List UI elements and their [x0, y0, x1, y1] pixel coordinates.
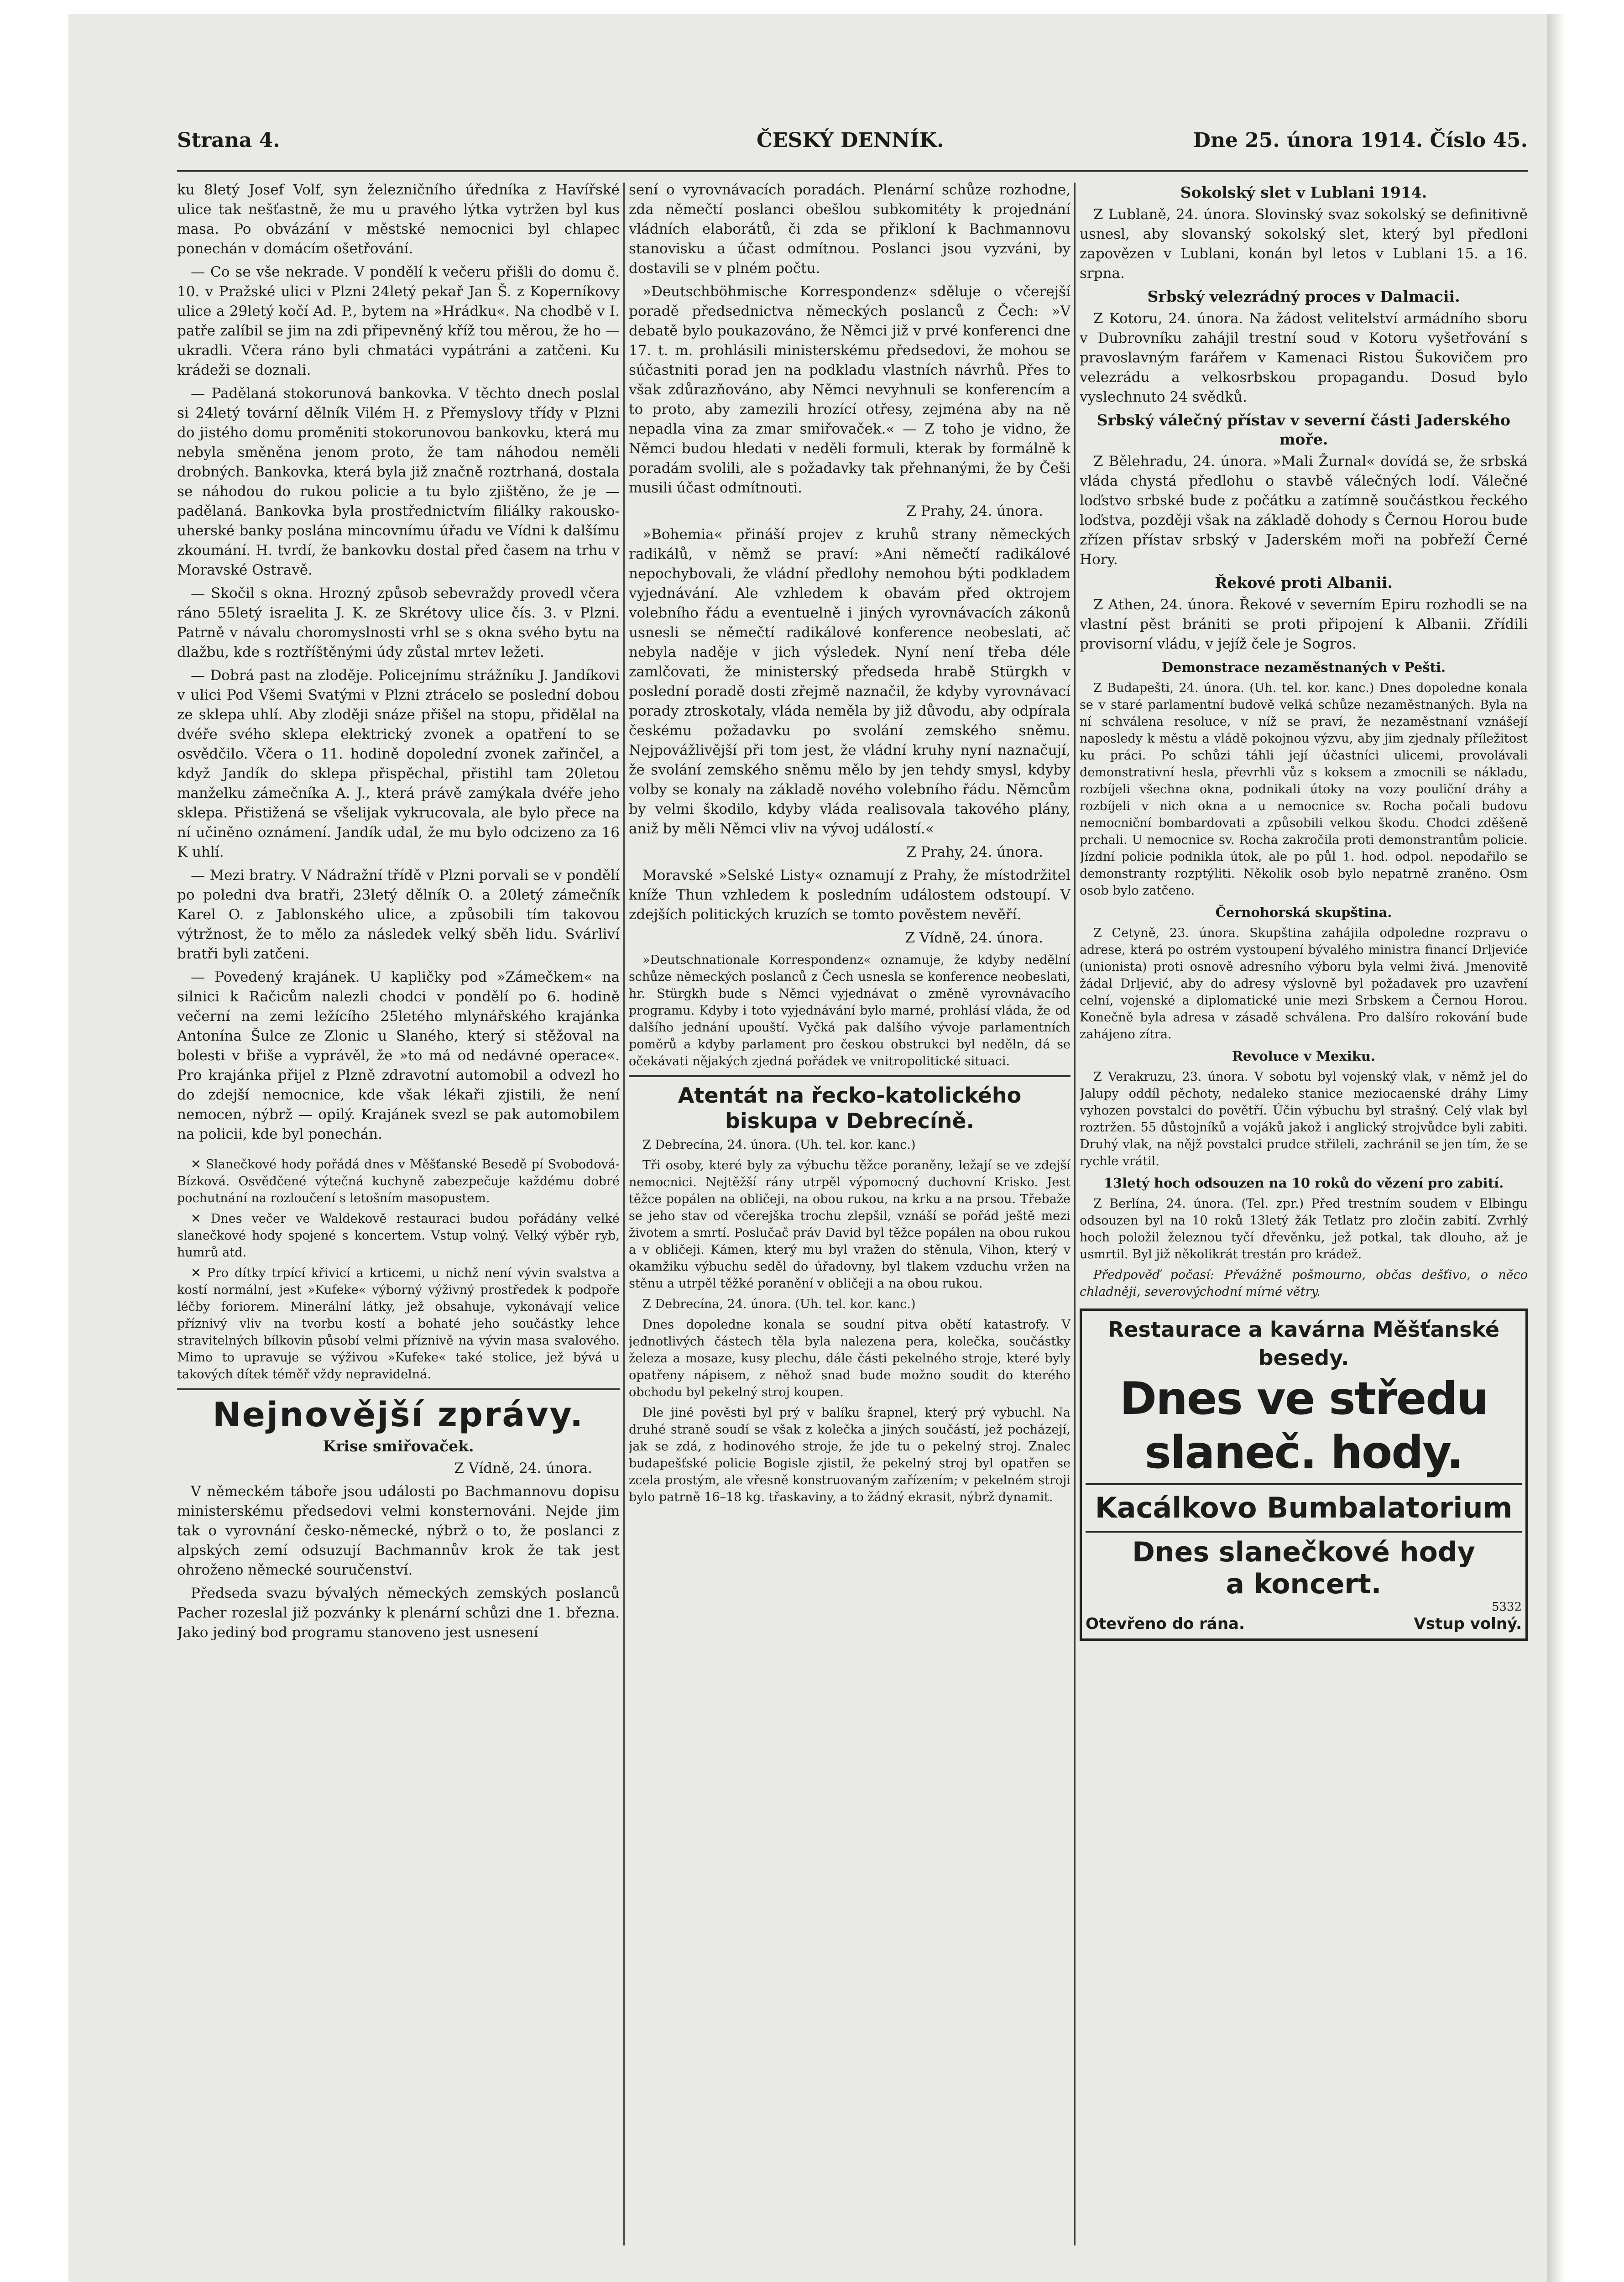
issue-date: Dne 25. února 1914. Číslo 45.: [1193, 129, 1528, 152]
headline: Revoluce v Mexiku.: [1232, 1048, 1376, 1064]
notice-paragraph: ✕ Pro dítky trpící křivicí a krticemi, u nichž není vývin svalstva a kostí normální, jest »Kufeke« výborný výživný prostředek k podpoře léčby foriorem. Minerální látky, jež obsahuje, vykonávají velice příznivý vliv na tvorbu kostí a bohaté jeho součástky lehce stravitelných bílkovin působí velmi příznivě na vývin masa svalového. Mimo to upravuje se výživou »Kufeke« také stolice, jež bývá u takových dítek téměř vždy nepravidelná.: [177, 1266, 620, 1382]
ad-rule: [1086, 1483, 1522, 1485]
ad-footer: [1086, 1614, 1522, 1634]
header-rule: [177, 170, 1528, 172]
ad-event-2: a koncert.: [1226, 1568, 1382, 1600]
article-paragraph: Z Bělehradu, 24. února. »Mali Žurnal« dovídá se, že srbská vláda chystá předlohu o stavbě válečných lodí. Válečné loďstvo srbské bude z počátku a zatímně součástkou řeckého loďstva, později však na základě dohody s Černou Horou bude zřízen přístav srbský v Jaderském moři na pobřeží Černé Hory.: [1080, 453, 1528, 568]
ad-venue-2: Kacálkovo Bumbalatorium: [1095, 1491, 1513, 1524]
article-paragraph: — Co se vše nekrade. V pondělí k večeru přišli do domu č. 10. v Pražské ulici v Plzni 24letý pekař Jan Š. z Koperníkovy ulice a 29letý kočí Ad. P., bytem na »Hrádku«. Na chodbě v I. patře zalíbil se jim na zdi připevněný kříž tou měrou, že ho — ukradli. Včera ráno byli chmatáci vypátráni a zatčeni. Ku krádeži se doznali.: [177, 264, 620, 378]
headline: Demonstrace nezaměstnaných v Pešti.: [1161, 659, 1446, 675]
article-paragraph: Předseda svazu bývalých německých zemských poslanců Pacher rozeslal již pozvánky k plenární schůzi dne 1. března. Jako jediný bod programu stanoveno jest usnesení: [177, 1585, 620, 1641]
column-divider: [1074, 183, 1076, 2245]
article-paragraph: Z Lublaně, 24. února. Slovinský svaz sokolský se definitivně usnesl, aby slovanský sokolský slet, který byl předloni zapovězen v Lublani, konán byl letos v Lublani 15. a 16. srpna.: [1080, 206, 1528, 282]
article-paragraph: Tři osoby, které byly za výbuchu těžce poraněny, ležají se ve zdejší nemocnici. Nejtěžší rány utrpěl výpomocný duchovní Krisko. Jest těžce popálen na obličeji, na obou rukou, na krku a na prsou. Třebaže se jeho stav od včerejška trochu zlepšil, vznáší se pořád ještě mezi životem a smrtí. Poslučač práv David byl těžce popálen na obou rukou a v obličeji. Kámen, který mu byl vražen do stěnula, Vihon, který v okamžiku výbuchu seděl do úřadovny, byl tlakem vzduchu vržen na stěnu a utrpěl těžké poranění v obličeji a na obou rukou.: [629, 1158, 1070, 1291]
article-paragraph: ku 8letý Josef Volf, syn železničního úředníka z Havířské ulice tak nešťastně, že mu u pravého lýtka vytržen byl kus masa. Po obvázání v městské nemocnici byl chlapec ponechán v domácím ošetřování.: [177, 182, 620, 257]
article-paragraph: Z Berlína, 24. února. (Tel. zpr.) Před trestním soudem v Elbingu odsouzen byl na 10 roků 13letý žák Tetlatz pro zločin zabití. Zvrhlý hoch položil železnou tyčí dřevěnku, jež potkal, tak dlouho, až je usmrtil. Byl již několikrát trestán pro krádež.: [1080, 1197, 1528, 1261]
page-header: [177, 129, 1528, 165]
page-number: Strana 4.: [177, 129, 280, 152]
ad-rule: [1086, 1531, 1522, 1533]
notice-paragraph: ✕ Dnes večer ve Waldekově restauraci budou pořádány velké slanečkové hody spojené s koncertem. Vstup volný. Velký výběr ryb, humrů atd.: [177, 1212, 620, 1260]
article-paragraph: Z Budapešti, 24. února. (Uh. tel. kor. kanc.) Dnes dopoledne konala se v staré parlamentní budově velká schůze nezaměstnaných. Byla na ní schválena resoluce, v níž se praví, že nezaměstnaní vznášejí naposledy k městu a vládě pokojnou výzvu, aby jim zjednaly příležitost ku práci. Po schůzi táhli její účastníci ulicemi, provolávali demonstrativní hesla, převrhli vůz s koksem a zmocnili se nákladu, rozbíjeli všechna okna, podnikali útoky na vozy pouliční dráhy a rozbíjeli v nich okna a u nemocnice sv. Rocha počali budovu nemocniční bombardovati a způsobili velkou škodu. Chodci zděšeně prchali. U nemocnice sv. Rocha zakročila proti demonstrantům policie. Jízdní policie podnikla útok, ale po půl 1. hod. odpol. nepodařilo se demonstranty rozptýliti. Několik osob bylo nepatrně zraněno. Osm osob bylo zatčeno.: [1080, 681, 1528, 898]
article-paragraph: »Deutschböhmische Korrespondenz« sděluje o včerejší poradě předsednictva německých poslanců z Čech: »V debatě bylo poukazováno, že Němci již v prvé konferenci dne 17. t. m. prohlásili ministerskému předsedovi, že mohou se súčastniti porad jen na podkladu vlastních návrhů. Přes to však zdůrazňováno, aby Němci nevyhnuli se konferencím a to proto, aby zamezili hrozící otřesy, zejména aby na ně nepadla vina za zmar smiřovaček.« — Z toho je vidno, že Němci budou hledati v neděli formuli, kterak by formálně k poradám svolili, ale s požadavky tak přehnanými, že by Češi musili účast odmítnouti.: [629, 283, 1070, 496]
article-paragraph: — Mezi bratry. V Nádražní třídě v Plzni porvali se v pondělí po poledni dva bratři, 23letý dělník O. a 20letý zámečník Karel O. z Jablonského ulice, a způsobili tím takovou výtržnost, že to mělo za následek velký sběh lidu. Svárliví bratři byli zatčeni.: [177, 867, 620, 962]
latest-news-title: Nejnovější zprávy.: [212, 1395, 585, 1434]
article-paragraph: — Dobrá past na zloděje. Policejnímu strážníku J. Jandíkovi v ulici Pod Všemi Svatými v Plzni ztrácelo se poslední dobou ze sklepa uhlí. Aby zloději snáze přišel na stopu, přidělal na dvéře svého sklepa elektrický zvonek a opatření to se osvědčilo. Včera o 11. hodině dopolední zvonek zařinčel, a když Jandík do sklepa přispěchal, přistihl tam 20letou manželku zámečníka A. J., která právě zamýkala dvéře jeho sklepa. Přistižená se všelijak vykrucovala, ale bylo přece na ní učiněno oznámení. Jandík udal, že mu bylo odcizeno za 16 K uhlí.: [177, 667, 620, 860]
article-paragraph: — Povedený krajánek. U kapličky pod »Zámečkem« na silnici k Račicům nalezli chodci v pondělí po 6. hodině večerní na zemi ležícího 25letého mlynářského krajánka Antonína Šulce ze Zlonic u Slaného, který si stěžoval na bolesti v břiše a vyprávěl, že »to má od nedávné operace«. Pro krajánka přijel z Plzně zdravotní automobil a odvezl ho do zdejší nemocnice, kde však lékaři zjistili, že není nemocen, nýbrž — opilý. Krajánek svezl se pak automobilem na policii, kde byl ponechán.: [177, 969, 620, 1142]
article-paragraph: »Deutschnationale Korrespondenz« oznamuje, že kdyby nedělní schůze německých poslanců z Čech usnesla se konference neobeslati, hr. Stürgkh bude s Němci vyjednávat o změně vyrovnávacího programu. Kdyby i toto vyjednávání bylo marné, prohlásí vláda, že od dalšího jednání upouští. Vyčká pak dalšího vývoje parlamentních poměrů a kdyby parlament pro českou obstrukci byl neděln, dá se očekávati nějakých zjedná pořádek ve vnitropolitické situaci.: [629, 953, 1070, 1068]
headline: Řekové proti Albanii.: [1215, 574, 1393, 591]
column-3: [1080, 180, 1528, 2248]
article-paragraph: Z Athen, 24. února. Řekové v severním Epiru rozhodli se na vlastní pěst brániti se proti připojení k Albanii. Zřídili provisorní vládu, v jejíž čele je Sogros.: [1080, 597, 1528, 652]
article-paragraph: Z Verakruzu, 23. února. V sobotu byl vojenský vlak, v němž jel do Jalupy oddíl pěchoty, nedaleko stanice meziocaenské dráhy Limy vyhozen povstalci do povětří. Účin výbuchu byl strašný. Celý vlak byl roztržen. 55 důstojníků a vojáků jakož i anglický strojvůdce byli zabiti. Druhý vlak, na nějž povstalci prudce střileli, zachránil se jen tím, že se rychle vrátil.: [1080, 1070, 1528, 1168]
column-2: [629, 180, 1070, 2248]
dateline: Z Vídně, 24. února.: [905, 930, 1043, 946]
weather-forecast: Předpověď počasí: Převážně pošmourno, občas dešťivo, o něco chladněji, severovýchodní mírné větry.: [1080, 1268, 1528, 1299]
headline: Srbský válečný přístav v severní části Jaderského moře.: [1097, 411, 1511, 448]
article-paragraph: Dle jiné pověsti byl prý v balíku šrapnel, který prý vybuchl. Na druhé straně soudí se však z kolečka a jiných součástí, jež pocházejí, jak se zdá, z hodinového stroje, že jde tu o pekelný stroj. Znalec budapešťské policie Bogisle zjistil, že pekelný stroj byl opatřen se zcela prostým, ale vřesně konstruovaným zařízením; v pekelném stroji bylo patrně 16–18 kg. třaskaviny, a to žádný ekrasit, nýbrž dynamit.: [629, 1406, 1070, 1504]
article-paragraph: — Padělaná stokorunová bankovka. V těchto dnech poslal si 24letý tovární dělník Vilém H. z Přemyslovy třídy v Plzni do jistého domu proměniti stokorunovou bankovku, která mu nebyla směněna jenom proto, že tam náhodou neměli drobných. Bankovka, která byla již značně roztrhaná, dostala se náhodou do rukou policie a tu bylo zjištěno, že je — padělaná. Bankovka byla prostřednictvím filiálky rakousko-uherské banky poslána mincovnímu úřadu ve Vídni k dalšímu zkoumání. H. tvrdí, že bankovku dostal před časem na trhu v Moravské Ostravě.: [177, 385, 620, 578]
ad-venue: Restaurace a kavárna Měšťanské besedy.: [1107, 1317, 1500, 1370]
dateline: Z Prahy, 24. února.: [906, 844, 1043, 860]
ad-hours: Otevřeno do rána.: [1086, 1615, 1245, 1633]
headline: Srbský velezrádný proces v Dalmacii.: [1147, 288, 1460, 305]
ad-headline: Dnes ve středu slaneč. hody.: [1119, 1373, 1488, 1479]
masthead: ČESKÝ DENNÍK.: [757, 129, 944, 152]
ad-event: Dnes slanečkové hody: [1132, 1536, 1475, 1568]
headline: 13letý hoch odsouzen na 10 roků do vězení pro zabití.: [1103, 1175, 1504, 1191]
article-paragraph: Z Cetyně, 23. února. Skupština zahájila odpoledne rozpravu o adrese, která po ostrém vystoupení bývalého ministra financí Drljeviće (unionista) proti osnově adresního výboru byla velmi živá. Jmenovitě žádal Drljević, aby do adresy výslovně byl požadavek pro uzavření celní, vojenské a diplomatické unie mezi Srbskem a Černou Horou. Konečně byla adresa v zásadě schválena. Pro dalšíro rokování bude zahájeno zítra.: [1080, 926, 1528, 1042]
article-paragraph: Dnes dopoledne konala se soudní pitva obětí katastrofy. V jednotlivých částech těla byla nalezena pera, kolečka, součástky železa a mosaze, kusy plechu, dále části pekelného stroje, které byly opatřeny nápisem, z něhož snad bude možno soudit do kterého obchodu byl pekelný stroj koupen.: [629, 1318, 1070, 1399]
column-1: [177, 180, 620, 2248]
article-paragraph: V německém táboře jsou události po Bachmannovu dopisu ministerskému předsedovi velmi konsternováni. Nejde jim tak o vyrovnání česko-německé, nýbrž o to, že poslanci z alpských zemí odsuzují Bachmannův krok že tak jest ohroženo německé souručenství.: [177, 1483, 620, 1578]
ad-reference: 5332: [1491, 1600, 1522, 1614]
headline: Sokolský slet v Lublani 1914.: [1180, 183, 1427, 201]
page-edge: [1547, 14, 1565, 2282]
article-paragraph: Moravské »Selské Listy« oznamují z Prahy, že místodržitel kníže Thun vzhledem k posledním událostem odstoupí. V zdejších politických kruzích se tomto pověstem nevěří.: [629, 867, 1070, 923]
article-paragraph: — Skočil s okna. Hrozný způsob sebevraždy provedl včera ráno 55letý israelita J. K. ze Skrétovy ulice čís. 3. v Plzni. Patrně v návalu choromyslnosti vrhl se s okna svého bytu na dlažbu, kde s roztříštěnými údy zůstal mrtev ležeti.: [177, 585, 620, 660]
advertisement: [1080, 1308, 1528, 1641]
section-rule: [629, 1075, 1070, 1077]
ad-entry: Vstup volný.: [1414, 1615, 1522, 1633]
headline: Černohorská skupština.: [1215, 905, 1392, 920]
article-paragraph: »Bohemia« přináší projev z kruhů strany německých radikálů, v němž se praví: »Ani němečtí radikálové nepochybovali, že vládní předlohy nemohou býti podkladem vyjednávání. Ale vzhledem k obavám před oktrojem volebního řádu a eventuelně i jiných vyrovnávacích zákonů usnesli se němečtí radikálové konference neobeslati, ač nebyla naděje v jich výsledek. Nyní není třeba déle zamlčovati, že ministerský předseda hrabě Stürgkh v poslední poradě dosti zřejmě naznačil, že kdyby vyrovnávací porady ztroskotaly, vláda neměla by již důvodu, aby odpírala českému požadavku po svolání zemského sněmu. Nejpovážlivější při tom jest, že vládní kruhy nyní naznačují, že svolání zemského sněmu mělo by jen tehdy smysl, kdyby volby se konaly na základě nového volebního řádu. Němcům by velmi škodilo, kdyby vláda realisovala takového plány, aniž by měli Němci vliv na vývoj událostí.«: [629, 526, 1070, 837]
dateline: Z Vídně, 24. února.: [454, 1460, 592, 1476]
notice-paragraph: ✕ Slanečkové hody pořádá dnes v Měšťanské Besedě pí Svobodová-Bízková. Osvědčené výtečná kuchyně zabezpečuje každému dobré pochutnání na rozloučení s letošním masopustem.: [177, 1157, 620, 1205]
article-paragraph: sení o vyrovnávacích poradách. Plenární schůze rozhodne, zda němečtí poslanci obešlou subkomitéty k projednání vládních elaborátů, či zda se přikloní k Bachmannovu stanovisku a účast odmítnou. Poslanci jsou vyzváni, by dostavili se v plném počtu.: [629, 182, 1070, 277]
dateline: Z Prahy, 24. února.: [906, 503, 1043, 519]
dateline: Z Debrecína, 24. února. (Uh. tel. kor. kanc.): [642, 1297, 916, 1311]
latest-news-subtitle: Krise smiřovaček.: [323, 1437, 474, 1455]
headline-atentat: Atentát na řecko-katolického biskupa v Debrecíně.: [678, 1083, 1022, 1133]
column-divider: [623, 183, 625, 2245]
dateline: Z Debrecína, 24. února. (Uh. tel. kor. kanc.): [642, 1138, 916, 1152]
article-paragraph: Z Kotoru, 24. února. Na žádost velitelství armádního sboru v Dubrovníku zahájil trestní soud v Kotoru vyšetřování s pravoslavným farářem v Kamenaci Ristou Šukovičem pro velezrádu a velkosrbskou propagandu. Dosud bylo vyslechnuto 24 svědků.: [1080, 310, 1528, 405]
section-rule: [177, 1388, 620, 1390]
